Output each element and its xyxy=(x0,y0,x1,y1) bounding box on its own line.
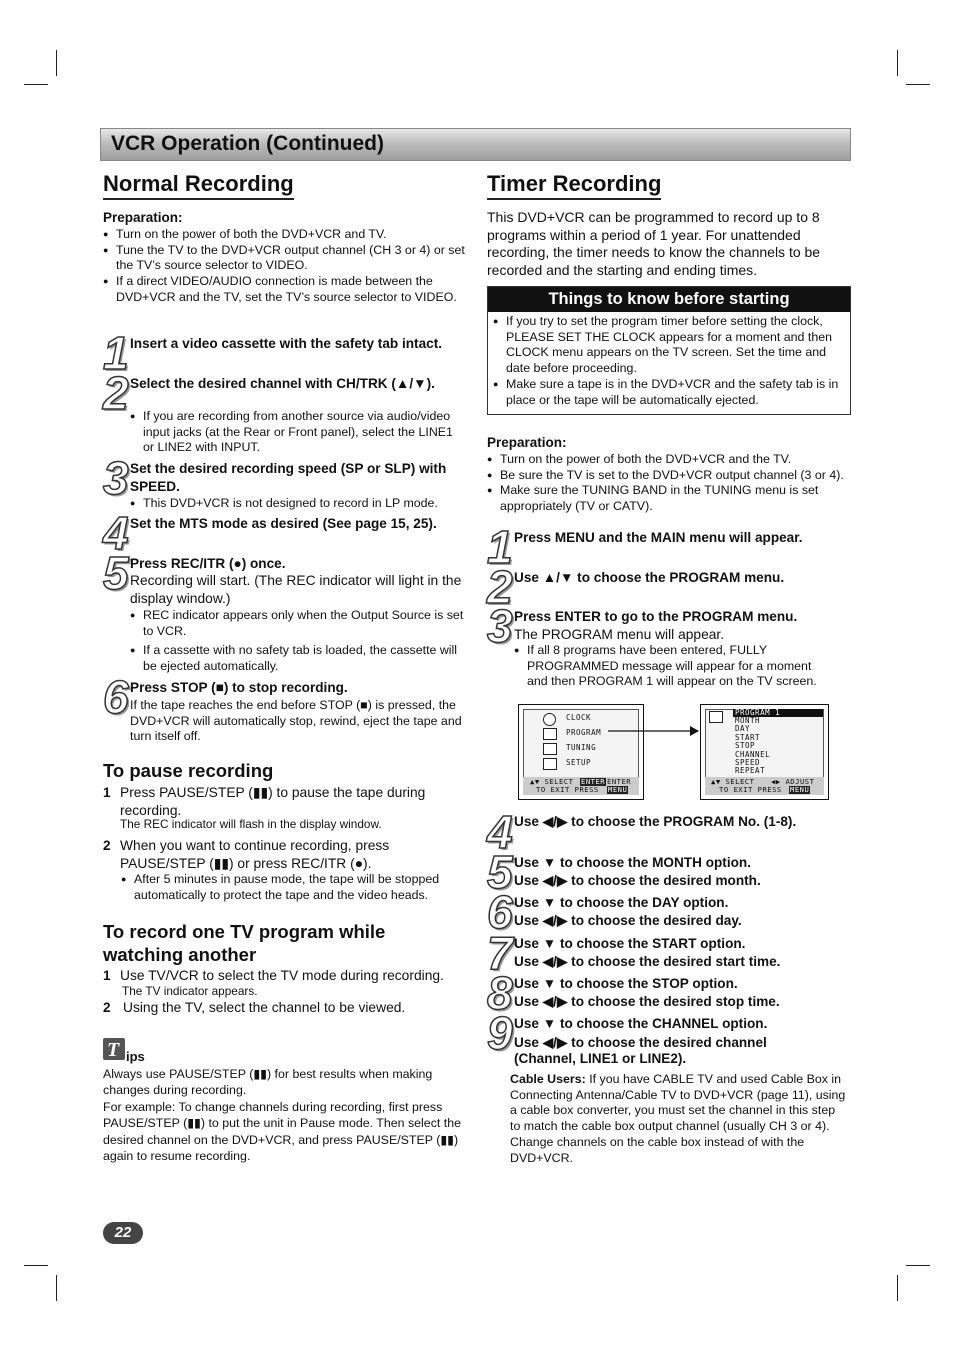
watch-title: To record one TV program while watching another xyxy=(103,921,386,965)
list-item: ● Make sure a tape is in the DVD+VCR and the safety tab is in place or the tape will be automatically ejected. xyxy=(493,377,845,408)
step-number: 2 xyxy=(487,561,511,613)
section-header-title: VCR Operation (Continued) xyxy=(111,132,384,155)
step-number: 1 xyxy=(103,327,127,379)
step-text: Select the desired channel with CH/TRK (▲/▼). xyxy=(130,376,435,391)
timer-prep-list xyxy=(487,452,847,515)
timer-step-7a: Use ▼ to choose the START option. xyxy=(514,936,746,951)
list-item: ● Turn on the power of both the DVD+VCR and the TV. xyxy=(487,452,847,468)
step-number: 9 xyxy=(487,1007,511,1059)
step-number: 8 xyxy=(487,967,511,1019)
help-exit: TO EXIT PRESS xyxy=(536,785,599,794)
step-text: Insert a video cassette with the safety tab intact. xyxy=(130,336,442,351)
timer-step-9a: Use ▼ to choose the CHANNEL option. xyxy=(514,1016,768,1031)
menu-item-start: START xyxy=(735,732,761,742)
timer-step-5b: Use ◀/▶ to choose the desired month. xyxy=(514,873,761,888)
list-item: ● After 5 minutes in pause mode, the tape will be stopped automatically to protect the tape and the video heads. xyxy=(121,872,467,903)
list-item: ● If you try to set the program timer before setting the clock, PLEASE SET THE CLOCK appears for a moment and then CLOCK menu appears on the TV screen. Set the time and date before proceeding. xyxy=(493,314,845,377)
list-item: ● If all 8 programs have been entered, FULLY PROGRAMMED message will appear for a moment and then PROGRAM 1 will appear on the TV screen. xyxy=(514,643,834,690)
things-title: Things to know before starting xyxy=(488,287,850,312)
timer-step-9c: (Channel, LINE1 or LINE2). xyxy=(514,1051,687,1066)
menu-item-setup: SETUP xyxy=(566,758,592,767)
cable-users-label: Cable Users: xyxy=(510,1072,586,1086)
menu-item-month: MONTH xyxy=(735,716,761,725)
watch-text-2: Using the TV, select the channel to be viewed. xyxy=(123,1000,406,1015)
tips-label: ips xyxy=(126,1049,145,1064)
help-adjust: ◀▶ ADJUST xyxy=(771,777,815,786)
cable-users-note xyxy=(510,1072,846,1166)
program-items xyxy=(735,717,770,776)
program-icon xyxy=(709,711,723,723)
list-item: ● Be sure the TV is set to the DVD+VCR output channel (3 or 4). xyxy=(487,468,847,484)
section-header xyxy=(100,128,851,161)
timer-step-3-notes xyxy=(514,643,834,690)
timer-step-2: Use ▲/▼ to choose the PROGRAM menu. xyxy=(514,570,785,585)
step-number: 3 xyxy=(487,600,511,652)
step-body: Recording will start. (The REC indicator will light in the display window.) xyxy=(130,573,462,606)
watch-num-2: 2 xyxy=(103,1000,111,1015)
timer-step-6a: Use ▼ to choose the DAY option. xyxy=(514,895,729,910)
menu-item-speed: SPEED xyxy=(735,758,761,768)
help-menu-key: MENU xyxy=(790,785,810,794)
step-text: Press STOP (■) to stop recording. xyxy=(130,680,348,695)
program-menu-screen xyxy=(700,704,829,800)
step-number: 6 xyxy=(487,886,511,938)
main-menu-help-bar xyxy=(523,777,639,795)
help-select: ▲▼ SELECT xyxy=(530,777,574,786)
timer-step-6b: Use ◀/▶ to choose the desired day. xyxy=(514,913,742,928)
pause-note-1: The REC indicator will flash in the display window. xyxy=(120,817,382,831)
step-text: Set the MTS mode as desired (See page 15, 25). xyxy=(130,516,437,531)
tuning-icon xyxy=(543,743,557,755)
cable-users-text: If you have CABLE TV and used Cable Box in Connecting Antenna/Cable TV to DVD+VCR (page 11), using a cable box converter, you must set the channel in this step to match the cable box output channel (usually CH 3 or 4). Change channels on the cable box instead of with the DVD+VCR. xyxy=(510,1072,846,1165)
arrow-right-icon xyxy=(608,724,700,738)
things-list xyxy=(493,314,845,408)
list-item: ● If you are recording from another source via audio/video input jacks (at the Rear or Front panel), select the LINE1 or LINE2 with INPUT. xyxy=(130,409,466,456)
main-menu-screen xyxy=(518,704,644,800)
timer-step-8a: Use ▼ to choose the STOP option. xyxy=(514,976,738,991)
tips-icon xyxy=(103,1038,125,1060)
normal-recording-title: Normal Recording xyxy=(103,171,294,200)
timer-recording-title: Timer Recording xyxy=(487,171,661,200)
menu-item-program: PROGRAM xyxy=(566,728,602,737)
help-select: ▲▼ SELECT xyxy=(711,777,755,786)
clock-icon xyxy=(543,713,556,726)
pause-title: To pause recording xyxy=(103,760,274,781)
menu-item-clock: CLOCK xyxy=(566,713,592,722)
list-item: ● Turn on the power of both the DVD+VCR and TV. xyxy=(103,227,467,243)
watch-text-1: Use TV/VCR to select the TV mode during recording. xyxy=(120,968,444,983)
normal-prep-label: Preparation: xyxy=(103,210,183,225)
step-notes xyxy=(130,496,466,512)
timer-step-7b: Use ◀/▶ to choose the desired start time. xyxy=(514,954,781,969)
list-item: ● Tune the TV to the DVD+VCR output channel (CH 3 or 4) or set the TV’s source selector to VIDEO. xyxy=(103,243,467,274)
timer-step-1: Press MENU and the MAIN menu will appear. xyxy=(514,530,803,545)
help-exit: TO EXIT PRESS xyxy=(719,785,782,794)
timer-prep-label: Preparation: xyxy=(487,435,567,450)
pause-text-2: When you want to continue recording, press PAUSE/STEP (▮▮) or press REC/ITR (●). xyxy=(120,838,390,871)
normal-prep-list xyxy=(103,227,467,306)
list-item: ● REC indicator appears only when the Output Source is set to VCR. xyxy=(130,608,466,639)
timer-step-3-body: The PROGRAM menu will appear. xyxy=(514,627,725,642)
program-icon xyxy=(543,728,557,740)
tips-text-2: For example: To change channels during recording, first press PAUSE/STEP (▮▮) to put the unit in Pause mode. Then select the desired channel on the DVD+VCR, and press PAUSE/STEP (▮▮) again to resume recording. xyxy=(103,1100,462,1163)
list-item: ● This DVD+VCR is not designed to record in LP mode. xyxy=(130,496,466,512)
timer-step-9b: Use ◀/▶ to choose the desired channel xyxy=(514,1035,767,1050)
tips-text-1: Always use PAUSE/STEP (▮▮) for best results when making changes during recording. xyxy=(103,1067,433,1097)
step-number: 3 xyxy=(103,452,127,504)
step-number: 1 xyxy=(487,521,511,573)
menu-item-tuning: TUNING xyxy=(566,743,597,752)
timer-intro: This DVD+VCR can be programmed to record up to 8 programs within a period of 1 year. For unattended recording, the timer needs to know the channels to be recorded and the starting and ending times. xyxy=(487,209,821,278)
step-notes xyxy=(130,409,466,456)
timer-step-5a: Use ▼ to choose the MONTH option. xyxy=(514,855,751,870)
pause-text-1: Press PAUSE/STEP (▮▮) to pause the tape during recording. xyxy=(120,785,426,818)
menu-item-stop: STOP xyxy=(735,741,756,751)
step-number: 2 xyxy=(103,367,127,419)
program-menu-help-bar xyxy=(705,777,824,795)
watch-num-1: 1 xyxy=(103,968,111,983)
program-title: PROGRAM 1 xyxy=(733,709,823,717)
step-number: 7 xyxy=(487,927,511,979)
step-body: If the tape reaches the end before STOP (■) is pressed, the DVD+VCR will automatically stop, rewind, eject the tape and turn itself off. xyxy=(130,698,462,744)
step-number: 6 xyxy=(103,671,127,723)
list-item: ● If a cassette with no safety tab is loaded, the cassette will be ejected automatically. xyxy=(130,643,466,674)
timer-step-3: Press ENTER to go to the PROGRAM menu. xyxy=(514,609,798,624)
setup-icon xyxy=(543,758,557,770)
step-text: Press REC/ITR (●) once. xyxy=(130,556,286,571)
list-item: ● Make sure the TUNING BAND in the TUNING menu is set appropriately (TV or CATV). xyxy=(487,483,847,514)
menu-item-channel: CHANNEL xyxy=(735,749,771,759)
menu-item-day: DAY xyxy=(735,724,751,734)
things-box xyxy=(487,286,851,415)
step-notes xyxy=(130,608,466,675)
list-item: ● If a direct VIDEO/AUDIO connection is made between the DVD+VCR and the TV, set the TV’s source selector to VIDEO. xyxy=(103,274,467,305)
watch-note-1: The TV indicator appears. xyxy=(122,984,258,998)
pause-notes xyxy=(121,872,467,903)
page-number: 22 xyxy=(103,1222,143,1244)
step-text: Set the desired recording speed (SP or SLP) with SPEED. xyxy=(130,461,447,494)
pause-num-1: 1 xyxy=(103,785,111,800)
pause-num-2: 2 xyxy=(103,838,111,853)
step-number: 5 xyxy=(487,846,511,898)
help-menu-key: MENU xyxy=(608,785,628,794)
svg-text:T: T xyxy=(107,1039,120,1060)
timer-step-8b: Use ◀/▶ to choose the desired stop time. xyxy=(514,994,780,1009)
help-enter-key: ENTER xyxy=(581,777,606,786)
step-number: 4 xyxy=(103,507,127,559)
step-number: 4 xyxy=(487,806,511,858)
step-number: 5 xyxy=(103,547,127,599)
timer-step-4: Use ◀/▶ to choose the PROGRAM No. (1-8). xyxy=(514,814,797,829)
help-enter: ENTER xyxy=(607,777,632,786)
menu-item-repeat: REPEAT xyxy=(735,766,766,776)
